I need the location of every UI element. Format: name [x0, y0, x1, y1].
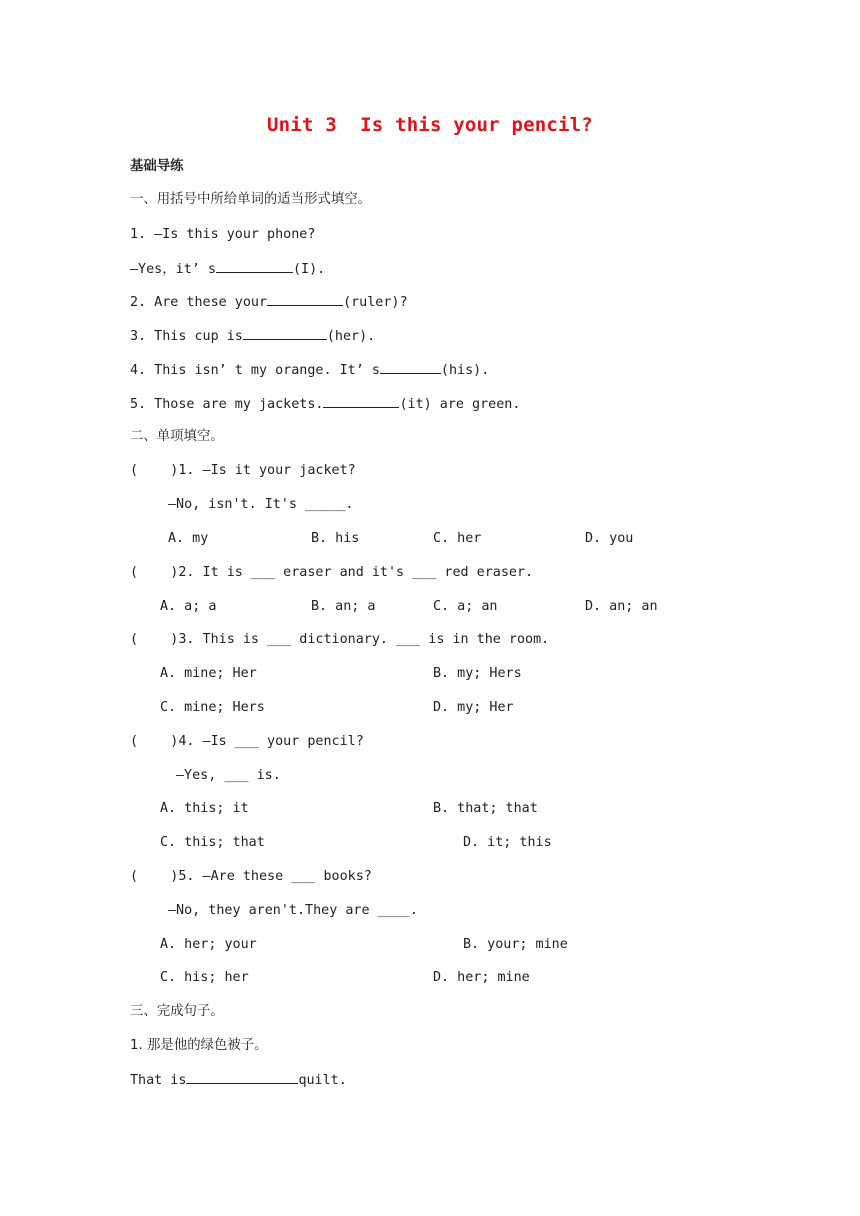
part1-q1-post: (I). [292, 262, 326, 277]
part1-q2-post: (ruler)? [343, 295, 408, 310]
part2-q1: ( )1. —Is it your jacket? [130, 463, 356, 478]
option-b[interactable]: B. my; Hers [433, 666, 522, 681]
part1-q2 [130, 293, 408, 312]
option-a[interactable]: A. my [168, 531, 209, 546]
option-b[interactable]: B. an; a [311, 599, 376, 614]
answer-blank[interactable] [186, 1071, 298, 1084]
answer-blank[interactable] [323, 395, 399, 408]
part1-q1-answer-line [130, 260, 325, 279]
option-c[interactable]: C. his; her [160, 970, 249, 985]
option-d[interactable]: D. my; Her [433, 700, 514, 715]
answer-blank[interactable] [243, 327, 327, 340]
option-a[interactable]: A. this; it [160, 801, 249, 816]
option-a[interactable]: A. mine; Her [160, 666, 257, 681]
answer-blank[interactable] [380, 361, 441, 374]
part2-q4: ( )4. —Is ___ your pencil? [130, 734, 364, 749]
part3-heading: 三、完成句子。 [130, 1004, 224, 1019]
option-b[interactable]: B. your; mine [463, 937, 568, 952]
option-b[interactable]: B. his [311, 531, 360, 546]
part1-q5 [130, 395, 520, 414]
part2-q4-response: —Yes, ___ is. [176, 768, 281, 783]
answer-blank[interactable] [216, 260, 293, 273]
option-d[interactable]: D. you [585, 531, 634, 546]
option-c[interactable]: C. a; an [433, 599, 498, 614]
part1-q1-prompt: 1. —Is this your phone? [130, 227, 316, 242]
part2-heading: 二、单项填空。 [130, 429, 224, 444]
option-a[interactable]: A. her; your [160, 937, 257, 952]
option-b[interactable]: B. that; that [433, 801, 538, 816]
option-a[interactable]: A. a; a [160, 599, 217, 614]
part1-q4-post: (his). [440, 363, 490, 378]
part1-q1-pre: —Yes，it’ s [130, 262, 216, 277]
page-title: Unit 3 Is this your pencil? [267, 114, 593, 136]
part2-q5-response: —No, they aren't.They are ____. [168, 903, 418, 918]
part3-q1-chinese: 1. 那是他的绿色被子。 [130, 1038, 268, 1053]
part2-q2: ( )2. It is ___ eraser and it's ___ red eraser. [130, 565, 534, 580]
option-d[interactable]: D. it; this [463, 835, 552, 850]
part1-heading: 一、用括号中所给单词的适当形式填空。 [130, 192, 372, 207]
answer-blank[interactable] [267, 293, 343, 306]
part3-q1 [130, 1071, 347, 1090]
part1-q4 [130, 361, 489, 380]
part1-q2-pre: 2. Are these your [130, 295, 268, 310]
part1-q5-post: (it) are green. [399, 397, 521, 412]
part3-q1-post: quilt. [298, 1073, 347, 1088]
option-c[interactable]: C. this; that [160, 835, 265, 850]
part2-q1-response: —No, isn't. It's _____. [168, 497, 354, 512]
part1-q5-pre: 5. Those are my jackets. [130, 397, 324, 412]
part1-q3-post: (her). [326, 329, 376, 344]
part3-q1-pre: That is [130, 1073, 187, 1088]
section-heading-basic: 基础导练 [130, 159, 184, 174]
part2-q5: ( )5. —Are these ___ books? [130, 869, 372, 884]
part1-q3-pre: 3. This cup is [130, 329, 243, 344]
option-d[interactable]: D. an; an [585, 599, 658, 614]
part2-q3: ( )3. This is ___ dictionary. ___ is in the room. [130, 632, 550, 647]
option-d[interactable]: D. her; mine [433, 970, 530, 985]
option-c[interactable]: C. mine; Hers [160, 700, 265, 715]
part1-q4-pre: 4. This isn’ t my orange. It’ s [130, 363, 380, 378]
part1-q3 [130, 327, 375, 346]
option-c[interactable]: C. her [433, 531, 482, 546]
